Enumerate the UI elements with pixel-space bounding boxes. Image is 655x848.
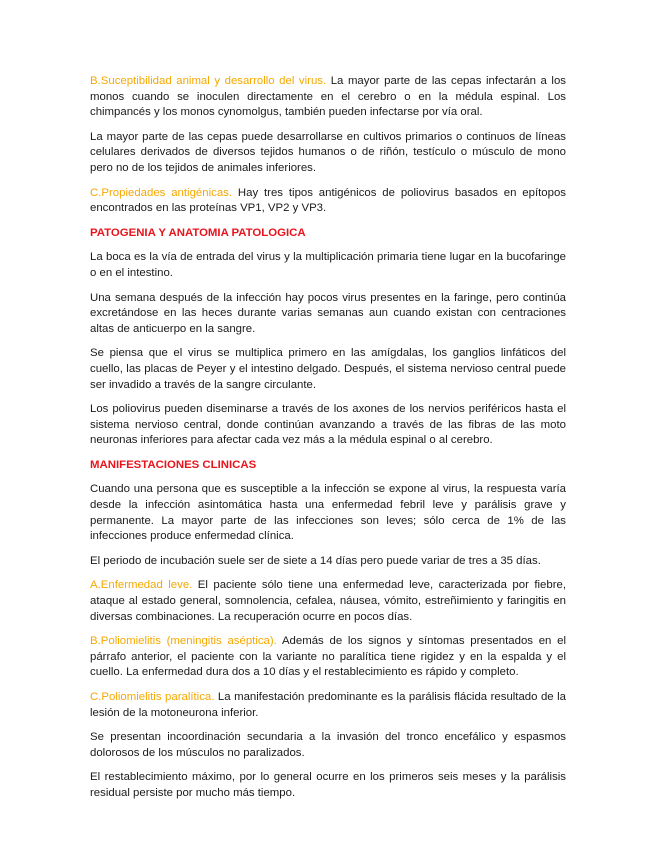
subheading-mild-disease: A.Enfermedad leve.	[90, 579, 193, 592]
paragraph-text: Hay tres tipos antigénicos de poliovirus basados en epítopos encontrados en las proteínas VP1, VP2 y VP3.	[90, 186, 566, 215]
subheading-aseptic-meningitis: B.Poliomielitis (meningitis aséptica).	[90, 635, 277, 648]
paragraph-mild-disease	[90, 578, 566, 625]
paragraph-susceptibility	[90, 74, 566, 121]
section-heading-pathogenesis: PATOGENIA Y ANATOMIA PATOLOGICA	[90, 226, 306, 239]
subheading-antigenic: C.Propiedades antigénicas.	[90, 186, 233, 199]
paragraph-text: La mayor parte de las cepas infectarán a los monos cuando se inoculen directamente en el cerebro o en la médula espinal. Los chimpancés y los monos cynomolgus, también pueden infectarse por vía oral.	[90, 75, 566, 119]
paragraph-aseptic-meningitis	[90, 634, 566, 681]
paragraph-text: El paciente sólo tiene una enfermedad leve, caracterizada por fiebre, ataque al estado general, somnolencia, cefalea, náusea, vómito, estreñimiento y faringitis en diversas combinaciones. La recuperación ocurre en pocos días.	[90, 579, 566, 623]
paragraph-dissemination: Los poliovirus pueden diseminarse a través de los axones de los nervios periféricos hasta el sistema nervioso central, donde continúan avanzando a través de las fibras de las moto neuronas inferiores para afectar cada vez más a la médula espinal o al cerebro.	[90, 403, 566, 447]
paragraph-entry: La boca es la vía de entrada del virus y la multiplicación primaria tiene lugar en la bucofaringe o en el intestino.	[90, 251, 566, 279]
paragraph-excretion: Una semana después de la infección hay pocos virus presentes en la faringe, pero continúa excretándose en las heces durante varias semanas aun cuando existan con centraciones altas de anticuerpo en la sangre.	[90, 291, 566, 335]
subheading-paralytic: C.Poliomielitis paralítica.	[90, 691, 215, 703]
paragraph-antigenic	[90, 186, 566, 217]
paragraph-text: La manifestación predominante es la parálisis flácida resultado de la lesión de la motoneurona inferior.	[90, 691, 567, 719]
paragraph-incoordination: Se presentan incoordinación secundaria a la invasión del tronco encefálico y espasmos dolorosos de los músculos no paralizados.	[90, 731, 566, 759]
paragraph-recovery: El restablecimiento máximo, por lo general ocurre en los primeros seis meses y la parálisis residual persiste por mucho más tiempo.	[90, 771, 566, 799]
paragraph-paralytic	[90, 690, 566, 721]
document-body	[90, 74, 566, 811]
paragraph-cultures: La mayor parte de las cepas puede desarrollarse en cultivos primarios o continuos de líneas celulares derivados de diversos tejidos humanos o de riñón, testículo o músculo de mono pero no de los tejidos de animales inferiores.	[90, 130, 566, 174]
paragraph-incubation: El periodo de incubación suele ser de siete a 14 días pero puede variar de tres a 35 días.	[90, 554, 541, 567]
section-heading-clinical: MANIFESTACIONES CLINICAS	[90, 458, 257, 471]
subheading-susceptibility: B.Suceptibilidad animal y desarrollo del virus.	[90, 75, 327, 87]
paragraph-response: Cuando una persona que es susceptible a la infección se expone al virus, la respuesta varía desde la infección asintomática hasta una enfermedad febril leve y parálisis grave y permanente. La mayor parte de las infecciones son leves; sólo cerca de 1% de las infecciones produce enfermedad clínica.	[90, 483, 566, 543]
paragraph-multiplication: Se piensa que el virus se multiplica primero en las amígdalas, los ganglios linfáticos del cuello, las placas de Peyer y el intestino delgado. Después, el sistema nervioso central puede ser invadido a través de la sangre circulante.	[90, 347, 566, 391]
paragraph-text: Además de los signos y síntomas presentados en el párrafo anterior, el paciente con la variante no paralítica tiene rigidez y en la espalda y el cuello. La enfermedad dura dos a 10 días y el restablecimiento es rápido y completo.	[90, 635, 566, 679]
